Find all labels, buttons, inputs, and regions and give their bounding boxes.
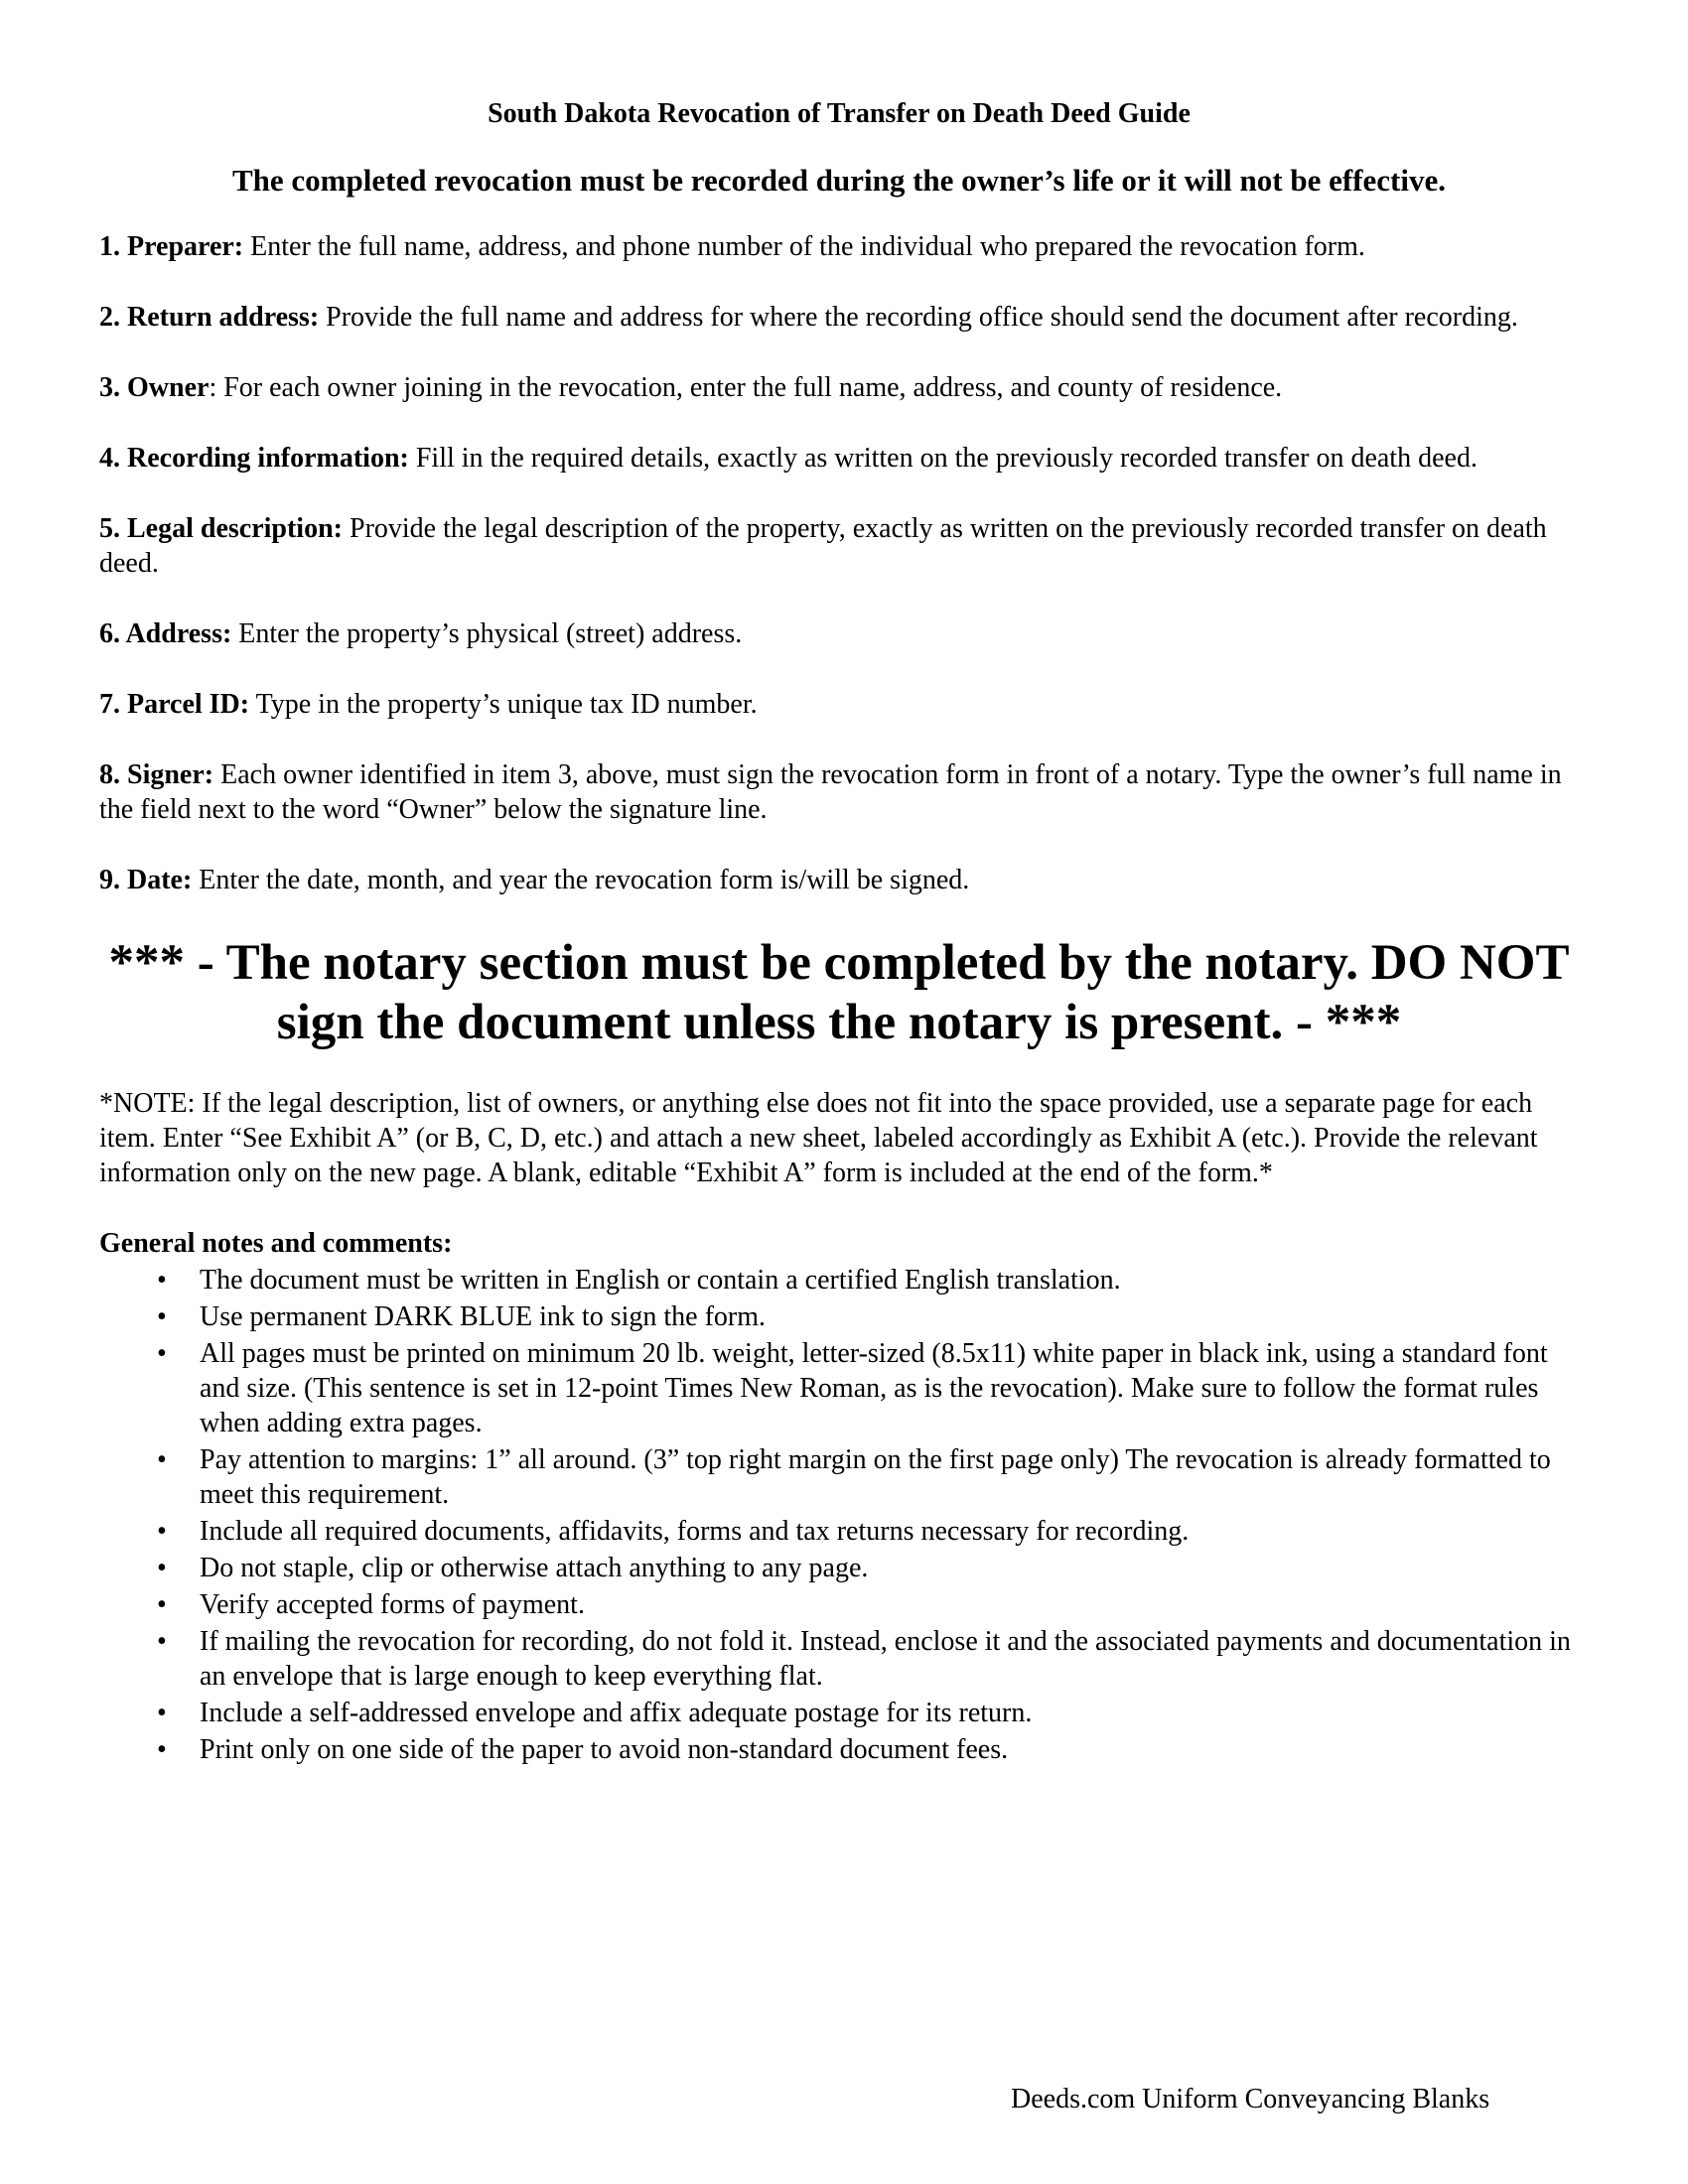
list-item	[157, 1624, 1579, 1694]
bullet-icon: •	[157, 1553, 167, 1583]
list-item-text: If mailing the revocation for recording, do not fold it. Instead, enclose it and the associated payments and documentation in an envelope that is large enough to keep everything flat.	[200, 1626, 1571, 1692]
bullet-icon: •	[157, 1589, 167, 1620]
step-text: : For each owner joining in the revocation, enter the full name, address, and county of residence.	[209, 372, 1283, 403]
general-notes-list	[99, 1263, 1579, 1767]
list-item-text: Do not staple, clip or otherwise attach anything to any page.	[200, 1553, 869, 1583]
list-item-text: Pay attention to margins: 1” all around. (3” top right margin on the first page only) The revocation is already formatted to meet this requirement.	[200, 1444, 1551, 1510]
document-page	[99, 97, 1579, 1769]
instruction-steps	[99, 229, 1579, 897]
step-label: 9. Date:	[99, 865, 193, 895]
list-item-text: Use permanent DARK BLUE ink to sign the form.	[200, 1301, 767, 1332]
step-label: 2. Return address:	[99, 302, 320, 333]
step-text: Provide the legal description of the property, exactly as written on the previously recorded transfer on death deed.	[99, 513, 1547, 579]
step-text: Fill in the required details, exactly as written on the previously recorded transfer on death deed.	[408, 443, 1477, 474]
step-label: 7. Parcel ID:	[99, 689, 250, 720]
step-date	[99, 863, 1579, 897]
list-item-text: Include a self-addressed envelope and affix adequate postage for its return.	[200, 1698, 1033, 1728]
step-label: 5. Legal description:	[99, 513, 343, 544]
step-label: 4. Recording information:	[99, 443, 409, 474]
list-item	[157, 1551, 1579, 1585]
list-item-text: Print only on one side of the paper to avoid non-standard document fees.	[200, 1734, 1009, 1765]
step-recording-information	[99, 441, 1579, 476]
step-label: 3. Owner	[99, 372, 210, 403]
notary-warning: *** - The notary section must be completed by the notary. DO NOT sign the document unless the notary is present. - ***	[108, 935, 1570, 1050]
step-text: Enter the date, month, and year the revocation form is/will be signed.	[192, 865, 970, 895]
list-item	[157, 1696, 1579, 1730]
step-label: 6. Address:	[99, 618, 232, 649]
list-item-text: Verify accepted forms of payment.	[200, 1589, 585, 1620]
list-item	[157, 1587, 1579, 1622]
step-signer	[99, 757, 1579, 827]
document-subtitle: The completed revocation must be recorded during the owner’s life or it will not be effective.	[232, 163, 1446, 198]
list-item	[157, 1299, 1579, 1334]
step-label: 1. Preparer:	[99, 231, 244, 262]
step-owner	[99, 370, 1579, 405]
step-preparer	[99, 229, 1579, 264]
bullet-icon: •	[157, 1516, 167, 1547]
bullet-icon: •	[157, 1734, 167, 1765]
list-item-text: Include all required documents, affidavits, forms and tax returns necessary for recording.	[200, 1516, 1190, 1547]
exhibit-note: *NOTE: If the legal description, list of owners, or anything else does not fit into the space provided, use a separate page for each item. Enter “See Exhibit A” (or B, C, D, etc.) and attach a new sheet, labeled accordingly as Exhibit A (etc.). Provide the relevant information only on the new page. A blank, editable “Exhibit A” form is included at the end of the form.*	[99, 1088, 1538, 1188]
step-legal-description	[99, 511, 1579, 581]
list-item	[157, 1442, 1579, 1512]
step-return-address	[99, 300, 1579, 335]
bullet-icon: •	[157, 1444, 167, 1475]
list-item-text: The document must be written in English or contain a certified English translation.	[200, 1265, 1121, 1296]
step-text: Enter the property’s physical (street) address.	[231, 618, 743, 649]
list-item	[157, 1514, 1579, 1549]
step-label: 8. Signer:	[99, 759, 214, 790]
bullet-icon: •	[157, 1301, 167, 1332]
bullet-icon: •	[157, 1338, 167, 1369]
step-parcel-id	[99, 687, 1579, 722]
step-text: Provide the full name and address for where the recording office should send the document after recording.	[319, 302, 1518, 333]
list-item-text: All pages must be printed on minimum 20 lb. weight, letter-sized (8.5x11) white paper in black ink, using a standard font and size. (This sentence is set in 12-point Times New Roman, as is the revocation). Make sure to follow the format rules when adding extra pages.	[200, 1338, 1548, 1438]
list-item	[157, 1336, 1579, 1440]
bullet-icon: •	[157, 1265, 167, 1296]
footer-text: Deeds.com Uniform Conveyancing Blanks	[1011, 2084, 1490, 2115]
step-address	[99, 616, 1579, 651]
list-item	[157, 1732, 1579, 1767]
step-text: Enter the full name, address, and phone number of the individual who prepared the revocation form.	[243, 231, 1365, 262]
bullet-icon: •	[157, 1698, 167, 1728]
step-text: Each owner identified in item 3, above, must sign the revocation form in front of a notary. Type the owner’s full name in the field next to the word “Owner” below the signature line.	[99, 759, 1562, 825]
general-notes-heading: General notes and comments:	[99, 1228, 453, 1259]
document-title: South Dakota Revocation of Transfer on Death Deed Guide	[488, 98, 1191, 129]
step-text: Type in the property’s unique tax ID number.	[249, 689, 758, 720]
list-item	[157, 1263, 1579, 1297]
bullet-icon: •	[157, 1626, 167, 1657]
